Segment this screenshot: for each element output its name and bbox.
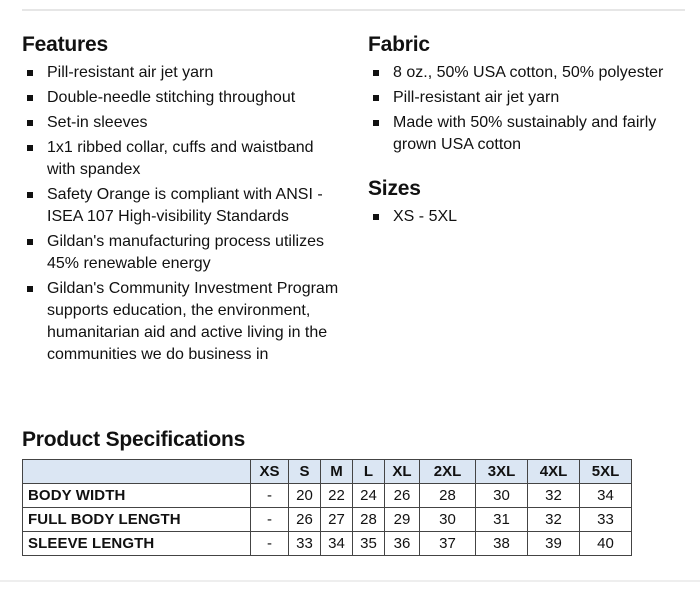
spec-cell: 22 xyxy=(321,484,353,508)
spec-cell: 32 xyxy=(528,508,580,532)
spec-col-header: S xyxy=(289,460,321,484)
spec-row-label: SLEEVE LENGTH xyxy=(23,532,251,556)
sizes-list xyxy=(368,206,693,228)
spec-cell: 34 xyxy=(580,484,632,508)
spec-cell: 33 xyxy=(580,508,632,532)
spec-col-header: 5XL xyxy=(580,460,632,484)
spec-cell: 34 xyxy=(321,532,353,556)
spec-corner-cell xyxy=(23,460,251,484)
spec-row-full-body-length xyxy=(23,508,632,532)
spec-col-header: XS xyxy=(251,460,289,484)
spec-cell: 30 xyxy=(420,508,476,532)
features-item: Gildan's manufacturing process utilizes 45% renewable energy xyxy=(22,231,342,275)
spec-cell: 39 xyxy=(528,532,580,556)
spec-col-header: L xyxy=(353,460,385,484)
spec-cell: 35 xyxy=(353,532,385,556)
spec-row-body-width xyxy=(23,484,632,508)
features-item: Set-in sleeves xyxy=(22,112,342,134)
spec-cell: 29 xyxy=(385,508,420,532)
top-divider xyxy=(22,9,685,11)
spec-row-label: FULL BODY LENGTH xyxy=(23,508,251,532)
sizes-item: XS - 5XL xyxy=(368,206,693,228)
fabric-item: 8 oz., 50% USA cotton, 50% polyester xyxy=(368,62,693,84)
spec-cell: 32 xyxy=(528,484,580,508)
features-title: Features xyxy=(22,33,108,56)
fabric-title: Fabric xyxy=(368,33,430,56)
spec-cell: 40 xyxy=(580,532,632,556)
spec-cell: 36 xyxy=(385,532,420,556)
spec-cell: 24 xyxy=(353,484,385,508)
spec-cell: 27 xyxy=(321,508,353,532)
spec-col-header: XL xyxy=(385,460,420,484)
spec-col-header: 4XL xyxy=(528,460,580,484)
spec-row-label: BODY WIDTH xyxy=(23,484,251,508)
fabric-item: Made with 50% sustainably and fairly grown USA cotton xyxy=(368,112,693,156)
features-item: 1x1 ribbed collar, cuffs and waistband with spandex xyxy=(22,137,342,181)
spec-cell: - xyxy=(251,484,289,508)
features-item: Gildan's Community Investment Program supports education, the environment, humanitarian aid and active living in the communities we do business in xyxy=(22,278,342,366)
spec-cell: 26 xyxy=(289,508,321,532)
spec-col-header: 2XL xyxy=(420,460,476,484)
spec-cell: - xyxy=(251,532,289,556)
features-section xyxy=(22,33,342,369)
sizes-title: Sizes xyxy=(368,177,421,200)
spec-col-header: 3XL xyxy=(476,460,528,484)
spec-cell: 33 xyxy=(289,532,321,556)
spec-header-row xyxy=(23,460,632,484)
spec-cell: - xyxy=(251,508,289,532)
spec-title: Product Specifications xyxy=(22,428,246,451)
spec-cell: 20 xyxy=(289,484,321,508)
spec-cell: 28 xyxy=(420,484,476,508)
spec-cell: 37 xyxy=(420,532,476,556)
spec-cell: 26 xyxy=(385,484,420,508)
features-item: Double-needle stitching throughout xyxy=(22,87,342,109)
spec-cell: 31 xyxy=(476,508,528,532)
fabric-item: Pill-resistant air jet yarn xyxy=(368,87,693,109)
features-item: Safety Orange is compliant with ANSI - ISEA 107 High-visibility Standards xyxy=(22,184,342,228)
spec-cell: 38 xyxy=(476,532,528,556)
spec-col-header: M xyxy=(321,460,353,484)
features-item: Pill-resistant air jet yarn xyxy=(22,62,342,84)
fabric-section xyxy=(368,33,693,231)
bottom-divider xyxy=(0,580,700,582)
spec-row-sleeve-length xyxy=(23,532,632,556)
spec-table xyxy=(22,459,632,556)
spec-cell: 30 xyxy=(476,484,528,508)
features-list xyxy=(22,62,342,366)
spec-cell: 28 xyxy=(353,508,385,532)
fabric-list xyxy=(368,62,693,156)
